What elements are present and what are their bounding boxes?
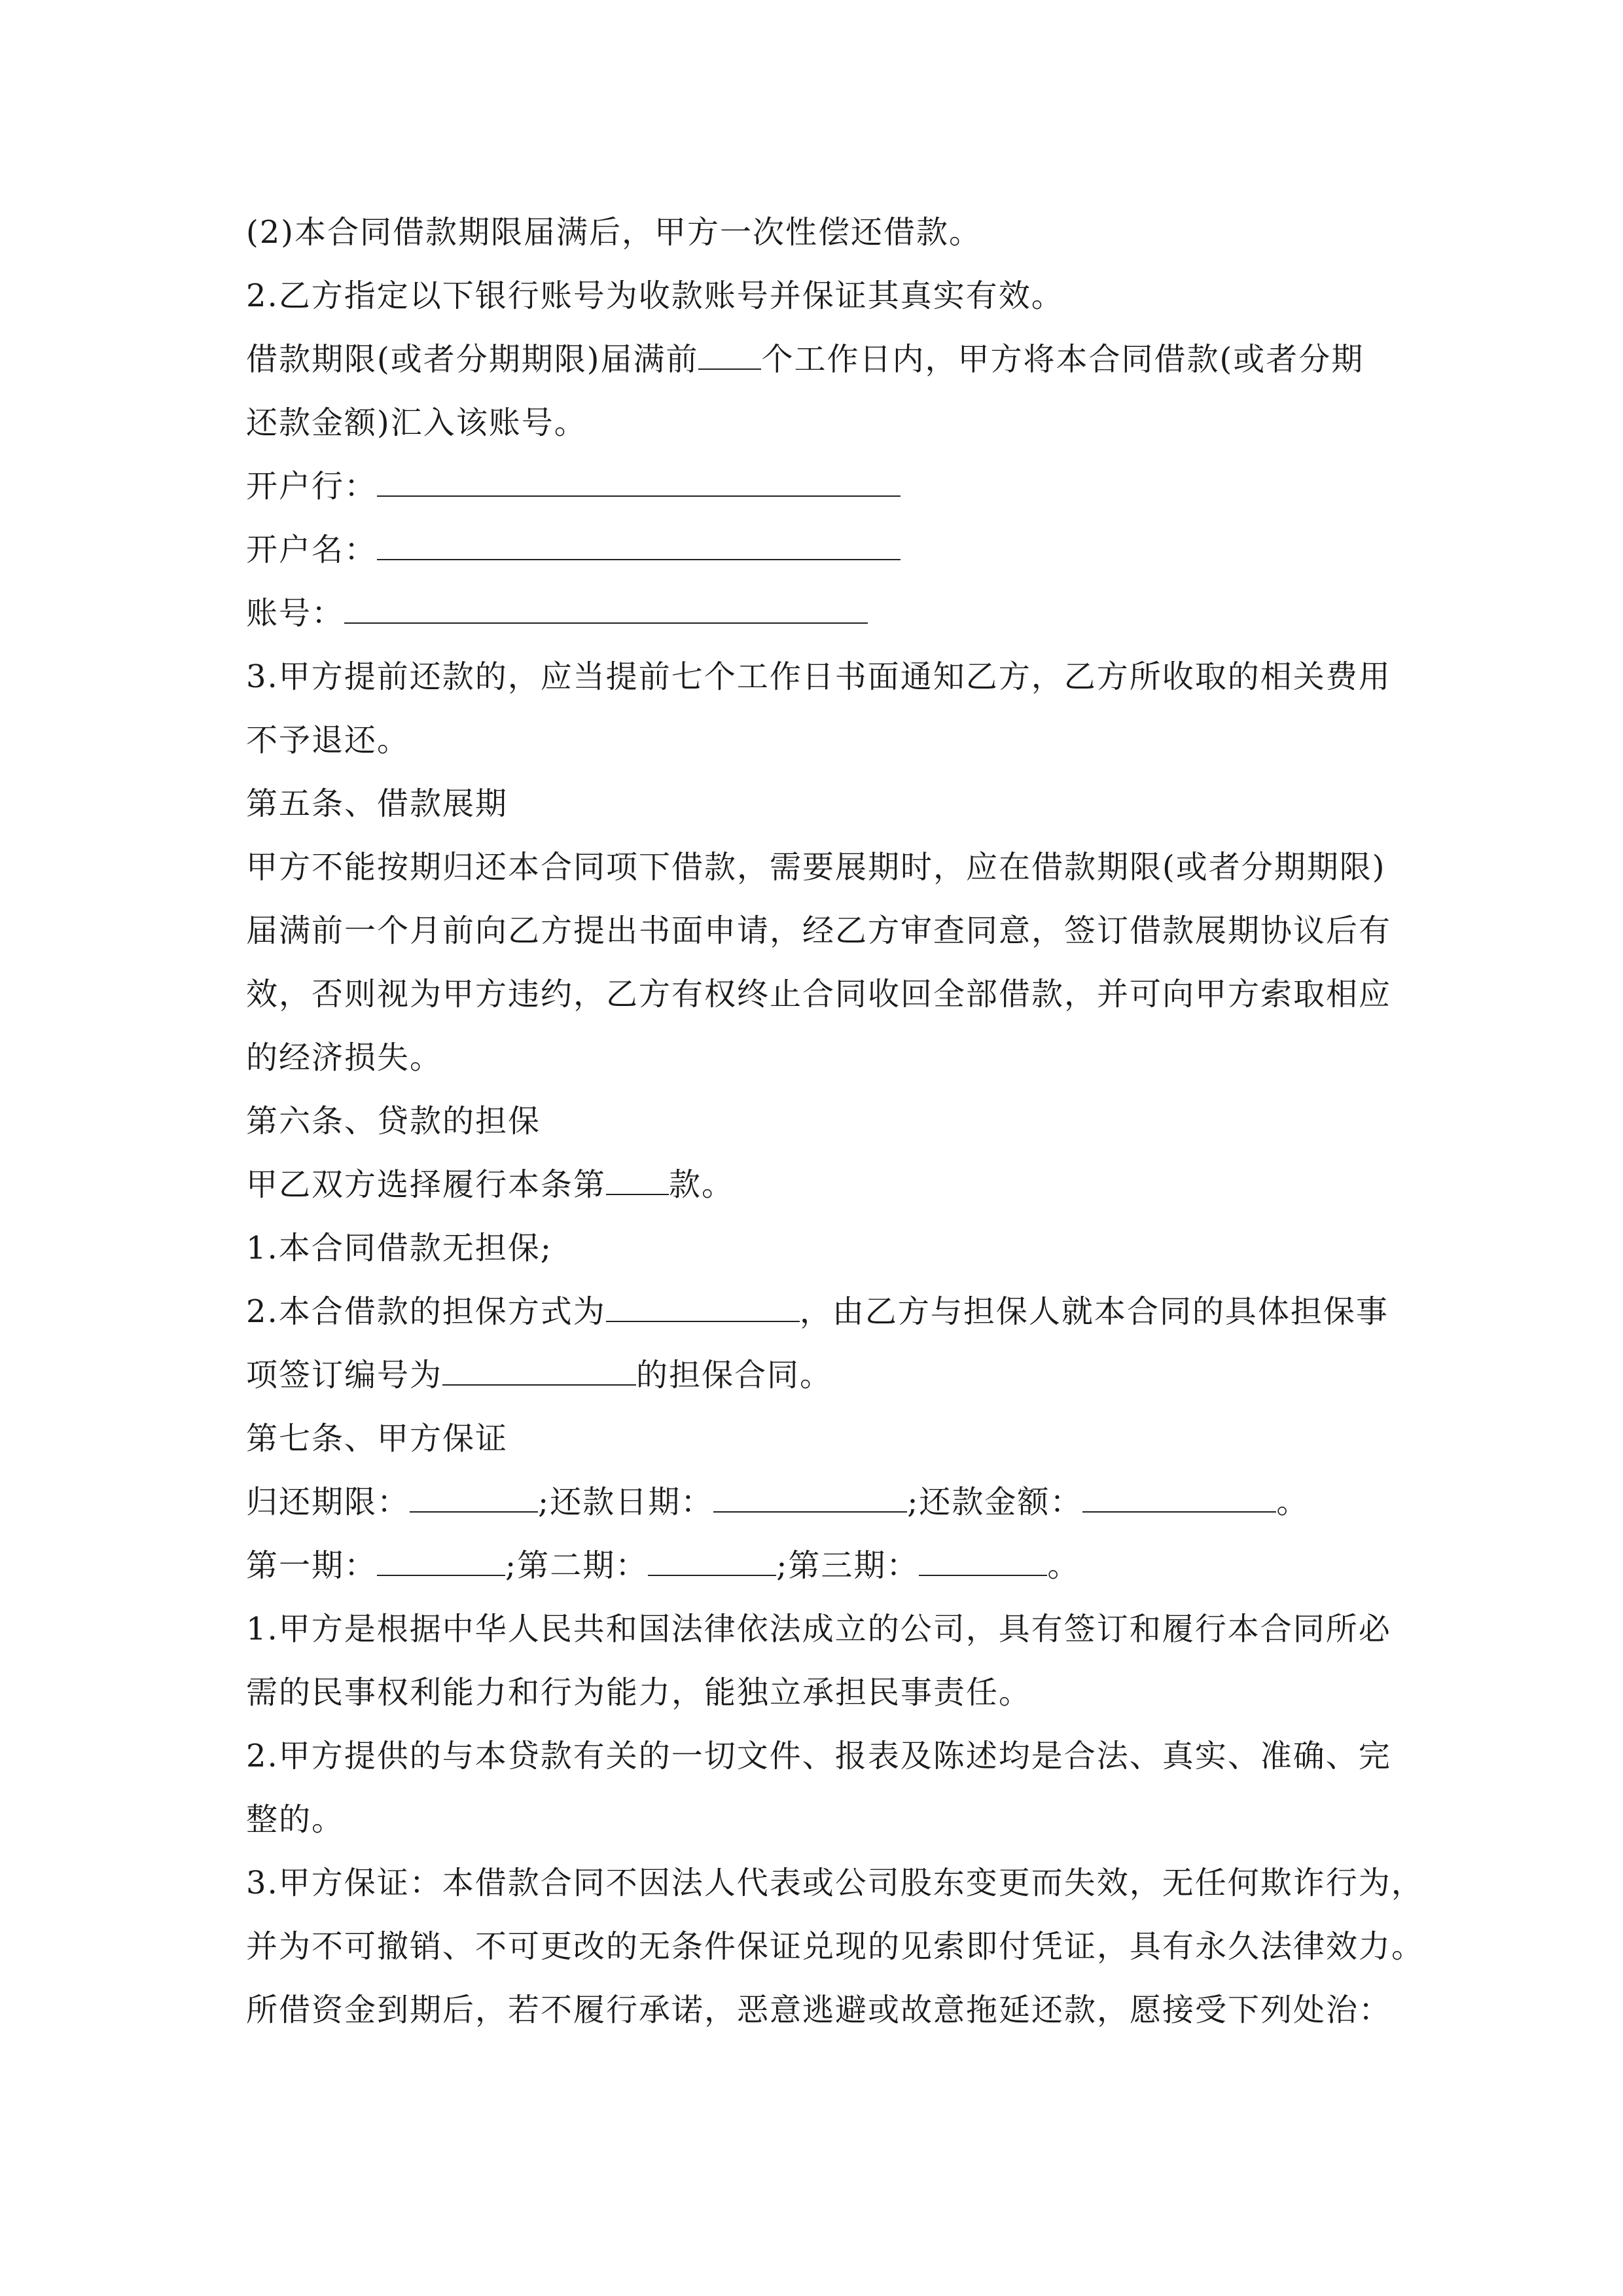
fill-blank-repayment-amount: [1082, 1482, 1276, 1513]
account-name-blank: [377, 530, 901, 560]
text-line: 所借资金到期后，若不履行承诺，恶意逃避或故意拖延还款，愿接受下列处治：: [246, 1992, 1392, 2028]
text-line: 届满前一个月前向乙方提出书面申请，经乙方审查同意，签订借款展期协议后有: [246, 912, 1392, 949]
section-heading: 第六条、贷款的担保: [246, 1103, 541, 1139]
text-line: 2.甲方提供的与本贷款有关的一切文件、报表及陈述均是合法、真实、准确、完: [246, 1738, 1391, 1774]
text-line: 还款金额)汇入该账号。: [246, 404, 587, 441]
text-line: 项签订编号为 的担保合同。: [246, 1357, 833, 1393]
account-name-label: 开户名：: [246, 531, 378, 568]
text-line: 效，否则视为甲方违约，乙方有权终止合同收回全部借款，并可向甲方索取相应: [246, 976, 1392, 1013]
fill-blank-period-2: [648, 1546, 776, 1576]
section-heading: 第五条、借款展期: [246, 785, 508, 822]
text-line: (2)本合同借款期限届满后，甲方一次性偿还借款。: [246, 214, 982, 251]
text-line: 的经济损失。: [246, 1039, 443, 1076]
text-line: 1.本合同借款无担保;: [246, 1230, 552, 1266]
text-line: 甲方不能按期归还本合同项下借款，需要展期时，应在借款期限(或者分期期限): [246, 849, 1386, 886]
text-line: 归还期限： ;还款日期： ;还款金额： 。: [246, 1484, 1310, 1520]
account-number-label: 账号：: [246, 595, 345, 632]
section-heading: 第七条、甲方保证: [246, 1420, 508, 1457]
fill-blank-period-1: [377, 1546, 505, 1576]
fill-blank-clause: [606, 1165, 669, 1195]
text-line: 借款期限(或者分期期限)届满前 个工作日内，甲方将本合同借款(或者分期: [246, 341, 1364, 378]
bank-name-blank: [377, 467, 901, 497]
account-name-row: [246, 530, 901, 569]
bank-name-label: 开户行：: [246, 468, 378, 505]
text-line: 3.甲方保证：本借款合同不因法人代表或公司股东变更而失效，无任何欺诈行为，: [246, 1865, 1424, 1901]
fill-blank-repayment-date: [713, 1482, 907, 1513]
text-line: 甲乙双方选择履行本条第 款。: [246, 1166, 735, 1203]
text-line: 需的民事权利能力和行为能力，能独立承担民事责任。: [246, 1674, 1032, 1711]
text-line: 不予退还。: [246, 722, 410, 759]
text-line: 第一期： ;第二期： ;第三期： 。: [246, 1547, 1080, 1584]
fill-blank-guarantee-method: [606, 1292, 800, 1322]
text-line: 并为不可撤销、不可更改的无条件保证兑现的见索即付凭证，具有永久法律效力。: [246, 1928, 1425, 1965]
bank-name-row: [246, 467, 901, 506]
text-line: 2.本合借款的担保方式为 ，由乙方与担保人就本合同的具体担保事: [246, 1293, 1389, 1330]
fill-blank-period-3: [919, 1546, 1047, 1576]
text-line: 1.甲方是根据中华人民共和国法律依法成立的公司，具有签订和履行本合同所必: [246, 1611, 1391, 1647]
fill-blank-contract-number: [442, 1355, 636, 1386]
text-line: 2.乙方指定以下银行账号为收款账号并保证其真实有效。: [246, 278, 1064, 314]
account-number-row: [246, 594, 868, 633]
fill-blank-workdays: [698, 340, 761, 370]
text-line: 整的。: [246, 1801, 345, 1838]
text-line: 3.甲方提前还款的，应当提前七个工作日书面通知乙方，乙方所收取的相关费用: [246, 658, 1391, 695]
account-number-blank: [344, 594, 868, 624]
fill-blank-return-period: [410, 1482, 538, 1513]
